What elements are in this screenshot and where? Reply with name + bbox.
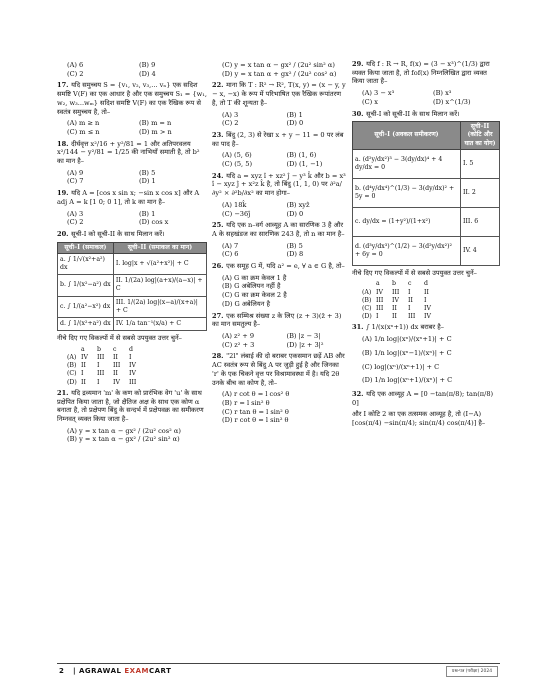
table-row (353, 207, 500, 236)
q31-option-b: (B) 1/n log|(xⁿ−1)/(xⁿ)| + C (362, 348, 452, 357)
q21-option-a: (A) y = x tan α − gx² / (2u² cos² α) (67, 426, 181, 435)
question-27 (212, 312, 347, 329)
table-row (353, 149, 500, 178)
question-text: एक सम्मिश्र संख्या z के लिए (z + 3)(z̄ + 3) का मान समतुल्य है– (212, 311, 342, 329)
paper-stamp: प्रश्न-पत्र (परीक्षा) 2024 (446, 666, 498, 677)
q27-option-a: (A) z² + 9 (222, 331, 255, 340)
code-cell: b (97, 345, 101, 353)
code-cell: I (81, 370, 84, 378)
q21-option-b: (B) y = x tan α − gx² / (2u² sin² α) (67, 435, 180, 444)
question-text: यदि f : R → R, f(x) = (3 − x³)^(1/3) द्वारा व्यक्त किया जाता है, तो fof(x) निम्नलिखित द्वारा व्यक्त किया जाता है– (352, 60, 490, 86)
q20-answer-codes (67, 346, 207, 387)
q26-option-c: (C) G का क्रम केवल 2 है (222, 291, 287, 300)
question-text: यदि एक n–वर्ग आव्यूह A का सारणिक 3 है और A के सहखंडज का सारणिक 243 है, तो n का मान है– (212, 221, 345, 238)
code-cell: (D) (67, 378, 77, 386)
code-cell: IV (129, 370, 136, 378)
question-number: 21. (57, 388, 69, 397)
q16-option-a: (A) 6 (67, 61, 84, 69)
q26-option-a: (A) G का क्रम केवल 1 है (222, 273, 287, 282)
question-number: 29. (352, 60, 364, 68)
table-cell: a. (d²y/dx²)³ − 3(dy/dx)⁴ + 4 dy/dx = 0 (353, 149, 461, 178)
q19-option-b: (B) 1 (139, 209, 156, 218)
code-cell: a (81, 345, 85, 353)
table-cell: III. 1/(2a) log|(x−a)/(x+a)| + C (113, 296, 206, 317)
code-cell: III (376, 305, 384, 313)
code-cell: I (97, 378, 100, 386)
table-row (58, 253, 207, 274)
q21-options-ab (67, 427, 207, 444)
code-cell: (C) (362, 305, 372, 313)
q25-option-c: (C) 6 (222, 250, 239, 259)
question-28 (212, 352, 347, 387)
question-text: यदि समुच्चय S = {v₁, v₂, v₃,... vₙ} एक सदिश समष्टि V(F) का एक आधार है और एक समुच्चय S₁ = {w₁, w₂, w₃...wₘ} सदिश समष्टि V(F) का एक रैखिक रूप से स्वतंत्र समुच्चय है, तो– (57, 81, 207, 116)
code-cell: d (424, 280, 428, 288)
table-cell: b. ∫ 1/(x²−a²) dx (58, 275, 114, 296)
q31-option-c: (C) log|(xⁿ)/(xⁿ+1)| + C (362, 362, 440, 371)
q23-option-c: (C) (5, 5) (222, 160, 253, 169)
q24-option-a: (A) 18k̂ (222, 200, 247, 209)
question-text: यदि एक आव्यूह A = [0 −tan(π/8); tan(π/8) 0] (352, 389, 494, 407)
question-32-continued: और I कोटि 2 का एक तत्समक आव्यूह है, तो (I−A) [cos(π/4) −sin(π/4); sin(π/4) cos(π/4)] है– (352, 410, 486, 428)
code-cell: I (424, 296, 427, 304)
q26-option-b: (B) G अबेलियन नहीं है (222, 282, 281, 291)
q21-option-c: (C) y = x tan α − gx² / (2u² sin² α) (222, 61, 335, 69)
question-text: सूची-I को सूची-II के साथ मिलान करें। (366, 109, 460, 118)
page-footer (57, 663, 500, 678)
code-cell: IV (113, 378, 120, 386)
table-row (353, 236, 500, 265)
q17-options (67, 119, 207, 136)
question-text: यदि A = [cos x sin x; −sin x cos x] और A adj A = k [1 0; 0 1], तो k का मान है– (57, 189, 200, 206)
q26-option-d: (D) G अबेलियन है (222, 299, 270, 308)
page-number: 2 (59, 667, 64, 675)
question-text: एक समूह G में, यदि a² = e, ∀ a ∈ G है, तो– (226, 262, 345, 271)
q29-options (362, 89, 500, 106)
q25-options (222, 242, 347, 259)
q25-option-a: (A) 7 (222, 241, 239, 250)
q30-match-table (352, 121, 500, 266)
question-text: दीर्घवृत्त x²/16 + y²/81 = 1 और अतिपरवलय x²/144 − y²/81 = 1/25 की नाभियाँ समाती है, तो b² का मान है– (57, 139, 200, 166)
code-cell: III (408, 313, 416, 321)
codes-header-row (67, 346, 207, 354)
question-number: 18. (57, 139, 69, 148)
q24-option-c: (C) −36ĵ (222, 209, 251, 218)
q23-option-b: (B) (1, 6) (286, 151, 317, 160)
q28-option-a: (A) r cot θ = l cos² θ (222, 390, 290, 399)
code-cell: c (113, 345, 117, 353)
q29-option-a: (A) 3 − x³ (362, 89, 395, 98)
code-cell: II (113, 354, 118, 362)
code-cell: I (376, 313, 379, 321)
table-header: सूची–I (समाकल) (58, 242, 114, 253)
brand-word-2: EXAM (124, 667, 149, 675)
table-header: सूची–II (समाकल का मान) (113, 242, 206, 253)
q16-options (67, 61, 207, 78)
code-cell: II (392, 313, 397, 321)
code-cell: (A) (67, 354, 77, 362)
question-number: 27. (212, 311, 224, 320)
codes-row (362, 305, 500, 313)
table-cell: IV. 4 (461, 236, 500, 265)
table-cell: a. ∫ 1/√(x²+a²) dx (58, 253, 114, 274)
q28-option-c: (C) r tan θ = l sin² θ (222, 407, 289, 416)
q19-options (67, 210, 207, 227)
table-header: सूची–II (कोटि और घात का योग) (461, 122, 500, 150)
question-text: यदि द्रव्यमान 'm' के कण को प्रारंभिक वेग 'u' के साथ प्रक्षेपित किया जाता है, जो क्षैतिज अक्ष के साथ एक कोण α बनाता है, तो प्रक्षेपण बिंदु के सन्दर्भ में प्रक्षेपवक्र का समीकरण निम्नवत् व्यक्त किया जाता है– (57, 388, 204, 423)
q24-option-b: (B) xyẑ (286, 200, 310, 209)
q24-options (222, 201, 347, 218)
q27-option-d: (D) |z + 3|² (286, 340, 324, 349)
brand-separator: | (73, 667, 77, 675)
code-cell: III (129, 378, 137, 386)
question-21 (57, 389, 207, 424)
q19-option-d: (D) cos x (139, 218, 169, 227)
codes-row (67, 370, 207, 378)
codes-row (362, 313, 500, 321)
q30-note: नीचे दिए गए विकल्पों में से सबसे उपयुक्त उत्तर चुनें– (352, 268, 477, 277)
q21-options-cd (222, 61, 347, 78)
code-cell: I (408, 288, 411, 296)
q24-option-d: (D) 0 (286, 209, 304, 218)
q28-options (222, 390, 347, 425)
table-cell: II. 2 (461, 178, 500, 207)
q21-option-d: (D) y = x tan α + gx² / (2u² cos² α) (222, 69, 337, 78)
code-cell: (C) (67, 370, 77, 378)
brand-word-1: AGRAWAL (79, 667, 125, 675)
q18-option-b: (B) 5 (139, 168, 156, 177)
table-header: सूची–I (अवकल समीकरण) (353, 122, 461, 150)
code-cell: I (97, 362, 100, 370)
codes-row (67, 354, 207, 362)
code-cell: c (408, 280, 412, 288)
q22-option-b: (B) 1 (286, 110, 303, 119)
code-cell: III (97, 370, 105, 378)
question-number: 24. (212, 171, 224, 180)
q27-options (222, 332, 347, 349)
question-text: माना कि T : R² → R², T(x, y) = (x − y, y − x, −x) के रूप में परिभाषित एक रैखिक रूपांतरण है, तो T की शून्यता है– (212, 81, 346, 107)
question-29 (352, 60, 500, 86)
column-3 (352, 60, 500, 431)
codes-row (67, 379, 207, 387)
q29-option-d: (D) x^(1/3) (433, 97, 471, 106)
table-row (58, 275, 207, 296)
q22-option-d: (D) 0 (286, 119, 304, 128)
code-cell: III (376, 296, 384, 304)
brand-logo (73, 667, 171, 675)
question-24 (212, 172, 347, 198)
code-cell: (B) (67, 362, 77, 370)
question-number: 17. (57, 81, 69, 90)
code-cell: III (97, 354, 105, 362)
q23-options (222, 151, 347, 168)
code-cell: I (129, 354, 132, 362)
q23-option-a: (A) (5, 6) (222, 151, 252, 160)
question-23 (212, 131, 347, 148)
question-19 (57, 189, 207, 206)
codes-header-row (362, 280, 500, 288)
code-cell: II (113, 370, 118, 378)
q30-answer-codes (362, 280, 500, 321)
code-cell: (A) (362, 288, 372, 296)
question-number: 31. (352, 323, 364, 332)
q17-option-a: (A) m ≥ n (67, 119, 100, 128)
q16-option-b: (B) 9 (139, 61, 156, 69)
code-cell: II (81, 378, 86, 386)
q31-option-a: (A) 1/n log|(xⁿ)/(xⁿ+1)| + C (362, 335, 452, 344)
table-cell: IV. 1/a tan⁻¹(x/a) + C (113, 317, 206, 330)
question-number: 26. (212, 262, 224, 271)
code-cell: d (129, 345, 133, 353)
table-row (353, 178, 500, 207)
column-1 (57, 60, 207, 447)
q25-option-d: (D) 8 (286, 250, 304, 259)
q31-options (362, 335, 500, 385)
question-number: 23. (212, 130, 224, 139)
table-cell: d. (d³y/dx³)^(1/2) − 3(d²y/dx²)² + 6y = 0 (353, 236, 461, 265)
code-cell (67, 346, 81, 354)
table-cell: II. 1/(2a) log|(a+x)/(a−x)| + C (113, 275, 206, 296)
question-26 (212, 262, 347, 271)
q17-option-c: (C) m ≤ n (67, 127, 100, 136)
column-2 (212, 60, 347, 428)
q17-option-b: (B) m = n (139, 119, 172, 128)
q20-note: नीचे दिए गए विकल्पों में से सबसे उपयुक्त उत्तर चुनें– (57, 334, 182, 343)
q18-option-c: (C) 7 (67, 177, 84, 186)
question-text: बिंदु (2, 3) से रेखा x + y − 11 = 0 पर लंब का पाद है– (212, 130, 344, 148)
code-cell: II (424, 288, 429, 296)
table-cell: b. (d⁴y/dx⁴)^(1/3) − 3(dy/dx)² + 5y = 0 (353, 178, 461, 207)
question-number: 20. (57, 229, 69, 238)
q16-option-d: (D) 4 (139, 69, 156, 78)
table-row (58, 317, 207, 330)
question-22 (212, 81, 347, 107)
q28-option-b: (B) r = l sin² θ (222, 398, 270, 407)
q22-option-a: (A) 3 (222, 110, 239, 119)
code-cell: IV (376, 288, 383, 296)
question-text: ∫ 1/(x(xⁿ+1)) dx बराबर है– (366, 323, 445, 332)
code-cell: I (408, 305, 411, 313)
q28-option-d: (D) r cot θ = l sin² θ (222, 416, 289, 425)
question-number: 32. (352, 389, 364, 398)
q16-option-c: (C) 2 (67, 69, 84, 78)
question-18 (57, 140, 207, 166)
brand-word-3: CART (148, 667, 172, 675)
code-cell: IV (392, 296, 399, 304)
q22-options (222, 111, 347, 128)
q25-option-b: (B) 5 (286, 241, 303, 250)
table-row (58, 296, 207, 317)
codes-row (362, 289, 500, 297)
question-number: 28. (212, 352, 224, 361)
table-cell: c. dy/dx = (1+y²)/(1+x²) (353, 207, 461, 236)
q26-options (222, 274, 347, 309)
code-cell: III (113, 362, 121, 370)
question-17 (57, 81, 207, 116)
q22-option-c: (C) 2 (222, 119, 239, 128)
code-cell: (D) (362, 313, 372, 321)
question-20 (57, 230, 207, 239)
code-cell: b (392, 280, 396, 288)
question-number: 30. (352, 109, 364, 118)
q18-option-a: (A) 9 (67, 168, 84, 177)
question-number: 22. (212, 81, 224, 90)
q19-option-c: (C) 2 (67, 218, 84, 227)
table-cell: I. 5 (461, 149, 500, 178)
q20-match-table (57, 242, 207, 332)
q31-option-d: (D) 1/n log|(xⁿ+1)/(xⁿ)| + C (362, 376, 453, 385)
codes-row (362, 297, 500, 305)
code-cell (362, 280, 376, 288)
code-cell: II (392, 305, 397, 313)
table-cell: III. 6 (461, 207, 500, 236)
code-cell: III (392, 288, 400, 296)
q27-option-c: (C) z² + 3 (222, 340, 255, 349)
code-cell: IV (81, 354, 88, 362)
question-text: सूची-I को सूची-II के साथ मिलान करें। (71, 229, 165, 238)
q27-option-b: (B) |z − 3| (286, 331, 321, 340)
question-32 (352, 390, 500, 407)
code-cell: IV (129, 362, 136, 370)
code-cell: II (81, 362, 86, 370)
question-31 (352, 323, 500, 332)
table-cell: c. ∫ 1/(a²−x²) dx (58, 296, 114, 317)
question-number: 19. (57, 189, 69, 198)
question-30 (352, 110, 500, 119)
code-cell: IV (424, 313, 431, 321)
question-text: "2l" लंबाई की दो बराबर एकसमान छड़ें AB और AC स्वतंत्र रूप से बिंदु A पर जुड़ी हुई है और जिनका 'r' के एक चिकने वृत्त पर विश्रामावस्था में है। यदि 2θ उनके बीच का कोण है, तो– (212, 352, 345, 387)
q18-options (67, 169, 207, 186)
code-cell: IV (424, 305, 431, 313)
q23-option-d: (D) (1, −1) (286, 160, 323, 169)
table-cell: I. log|x + √(a²+x²)| + C (113, 253, 206, 274)
q29-option-c: (C) x (362, 97, 379, 106)
code-cell: II (408, 296, 413, 304)
q29-option-b: (B) x³ (433, 89, 452, 98)
question-number: 25. (212, 221, 224, 230)
code-cell: (B) (362, 296, 372, 304)
q19-option-a: (A) 3 (67, 209, 84, 218)
question-25 (212, 221, 347, 238)
q17-option-d: (D) m > n (139, 127, 172, 136)
q18-option-d: (D) 1 (139, 177, 156, 186)
code-cell: a (376, 280, 380, 288)
codes-row (67, 362, 207, 370)
question-text: यदि a = xyz î + xz² ĵ − y³ k̂ और b = x³ î − xyz ĵ + x²z k̂ है, तो बिंदु (1, 1, 0) पर ∂²a/∂y² × ∂²b/∂x² का मान होगा– (212, 171, 346, 198)
table-cell: d. ∫ 1/(x²+a²) dx (58, 317, 114, 330)
